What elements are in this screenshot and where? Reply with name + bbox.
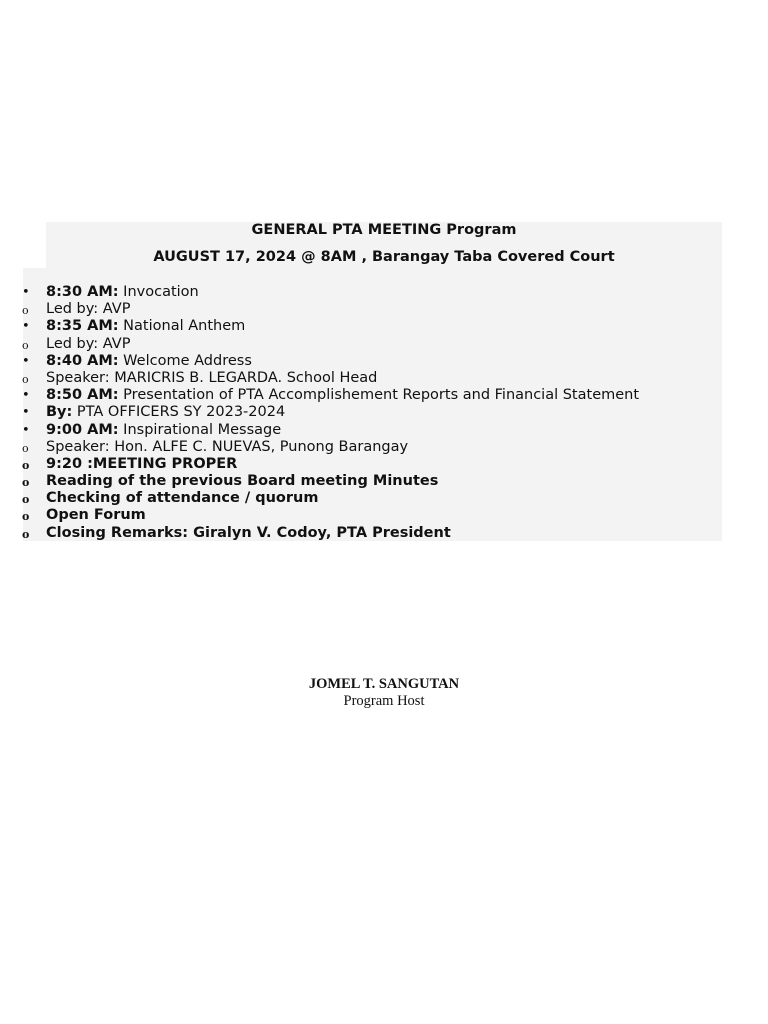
program-sub-item: [0, 439, 722, 456]
sub-bullet-marker: o: [22, 493, 30, 507]
program-detail: Closing Remarks: Giralyn V. Codoy, PTA President: [46, 524, 451, 541]
program-host-name: JOMEL T. SANGUTAN: [308, 676, 460, 692]
sub-bullet-marker: o: [22, 304, 29, 318]
program-sub-item: [0, 301, 722, 318]
program-item: [0, 284, 722, 301]
sub-bullet-marker: o: [22, 441, 29, 455]
sub-bullet-marker: o: [22, 527, 30, 541]
program-time: 8:30 AM:: [46, 284, 119, 300]
program-list: [0, 284, 722, 542]
sub-bullet-marker: o: [22, 476, 30, 490]
bullet-marker: •: [22, 405, 30, 421]
program-sub-item: [0, 370, 722, 387]
sub-bullet-marker: o: [22, 372, 29, 386]
program-activity: PTA OFFICERS SY 2023-2024: [72, 404, 286, 421]
sub-bullet-marker: o: [22, 510, 30, 524]
program-detail: 9:20 :MEETING PROPER: [46, 455, 238, 472]
sub-bullet-marker: o: [22, 458, 30, 472]
program-activity: Presentation of PTA Accomplishement Reports and Financial Statement: [118, 387, 640, 404]
program-detail: Speaker: Hon. ALFE C. NUEVAS, Punong Barangay: [46, 438, 409, 455]
program-item: [0, 318, 722, 335]
program-activity: National Anthem: [118, 318, 246, 335]
program-sub-item: [0, 473, 722, 490]
program-activity: Invocation: [118, 284, 199, 300]
program-item: [0, 353, 722, 370]
bullet-marker: •: [22, 319, 30, 335]
bullet-marker: •: [22, 285, 30, 300]
program-activity: Welcome Address: [118, 352, 252, 369]
program-item: [0, 422, 722, 439]
program-item: [0, 404, 722, 421]
document-title: GENERAL PTA MEETING Program: [251, 222, 517, 238]
program-sub-item: [0, 490, 722, 507]
program-detail: Reading of the previous Board meeting Minutes: [46, 473, 439, 490]
program-detail: Led by: AVP: [46, 301, 131, 318]
program-activity: Inspirational Message: [118, 421, 282, 438]
program-time: 8:40 AM:: [46, 352, 119, 369]
program-by-label: By:: [46, 404, 73, 421]
program-detail: Checking of attendance / quorum: [46, 490, 319, 507]
bullet-marker: •: [22, 353, 30, 369]
program-time: 9:00 AM:: [46, 421, 119, 438]
program-time: 8:50 AM:: [46, 387, 119, 404]
program-detail: Open Forum: [46, 507, 146, 524]
program-host-role: Program Host: [343, 693, 425, 709]
program-sub-item: [0, 336, 722, 353]
sub-bullet-marker: o: [22, 338, 29, 352]
bullet-marker: •: [22, 422, 30, 438]
program-detail: Led by: AVP: [46, 335, 131, 352]
bullet-marker: •: [22, 388, 30, 404]
program-sub-item: [0, 525, 722, 542]
program-sub-item: [0, 507, 722, 524]
event-date-venue: AUGUST 17, 2024 @ 8AM , Barangay Taba Covered Court: [153, 249, 615, 265]
program-sub-item: [0, 456, 722, 473]
program-time: 8:35 AM:: [46, 318, 119, 335]
program-item: [0, 387, 722, 404]
program-detail: Speaker: MARICRIS B. LEGARDA. School Head: [46, 369, 378, 386]
